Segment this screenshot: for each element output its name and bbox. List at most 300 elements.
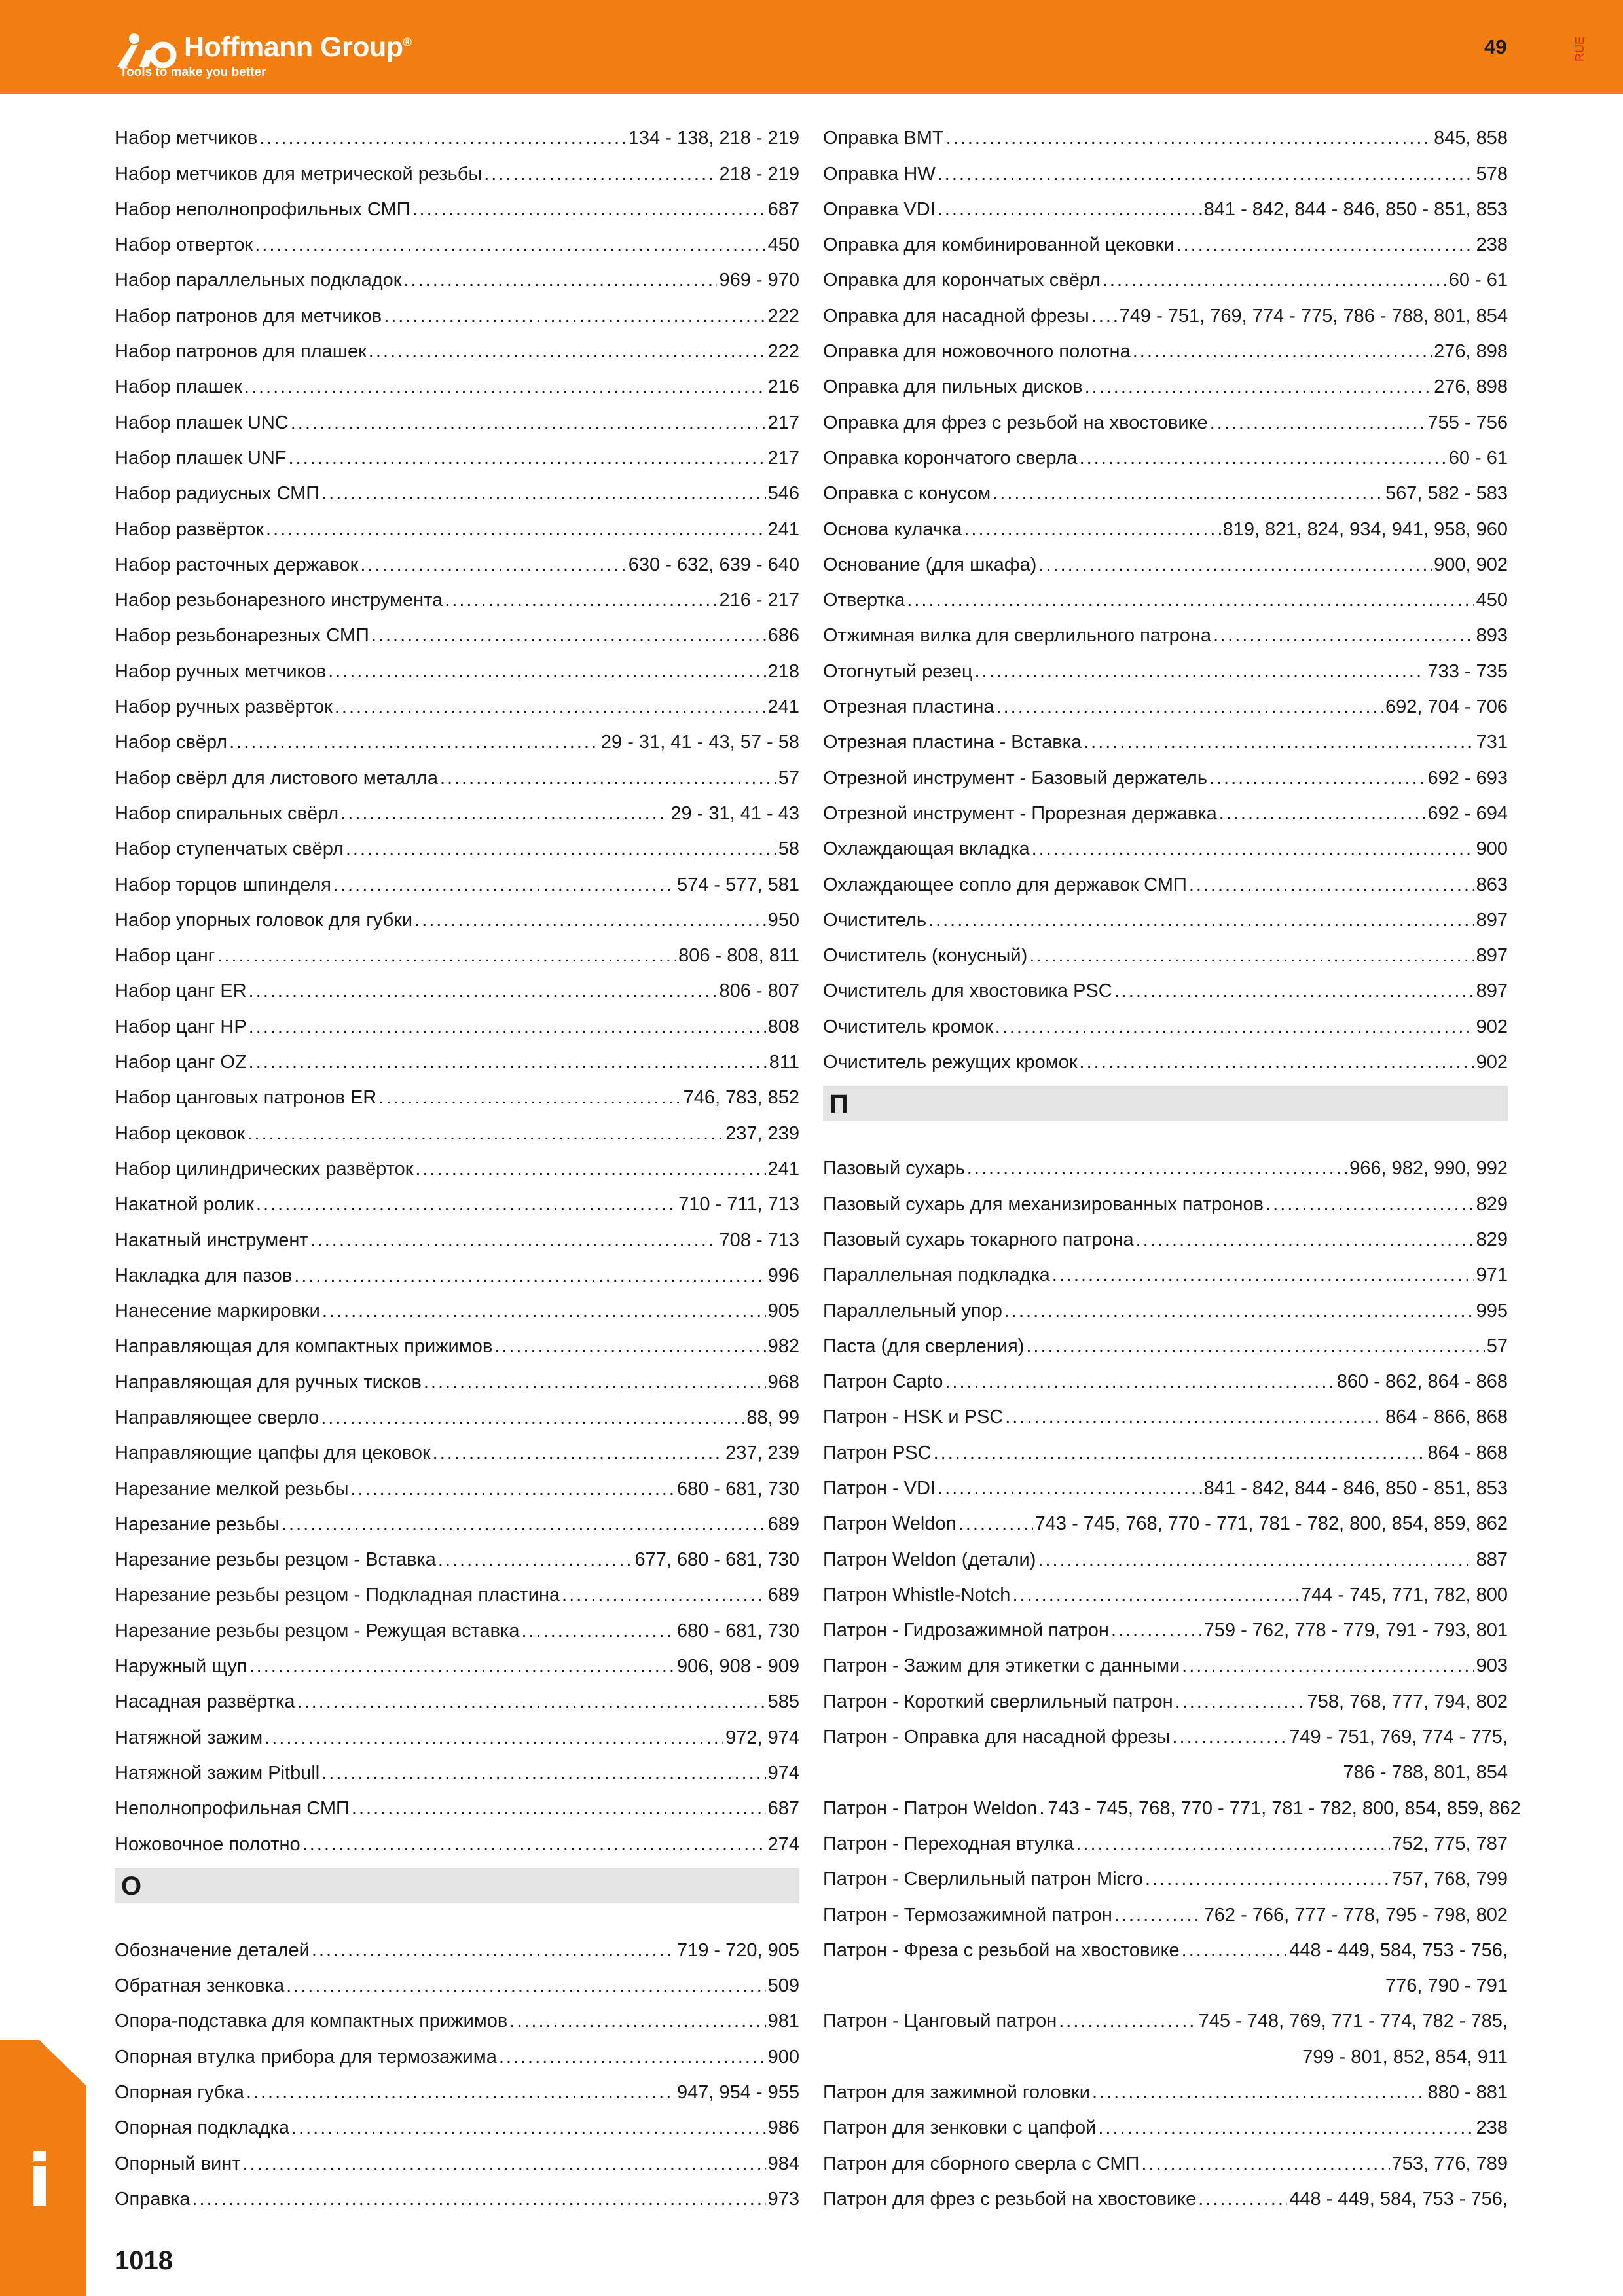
page-reference[interactable]: 237, 239	[725, 1443, 799, 1464]
page-reference[interactable]: 900	[1476, 838, 1508, 860]
dot-leader	[1210, 411, 1426, 435]
index-term: Набор торцов шпинделя	[115, 874, 331, 895]
dot-leader	[246, 2081, 675, 2104]
index-term: Патрон Whistle-Notch	[823, 1584, 1011, 1605]
index-entry[interactable]	[823, 505, 1508, 541]
index-term: Набор цилиндрических развёрток	[115, 1158, 414, 1179]
page-reference[interactable]: 902	[1476, 1052, 1508, 1073]
index-entry[interactable]	[115, 1749, 799, 1785]
page-reference[interactable]: 686	[767, 625, 799, 647]
index-entry[interactable]	[823, 719, 1508, 754]
index-entry[interactable]	[823, 861, 1508, 896]
index-entry[interactable]	[823, 292, 1508, 327]
page-reference[interactable]: 897	[1476, 980, 1508, 1002]
page-reference[interactable]: 237, 239	[725, 1122, 799, 1144]
dot-leader	[1141, 2152, 1389, 2176]
index-term: Набор радиусных СМП	[115, 483, 320, 505]
page-reference[interactable]: 893	[1476, 625, 1508, 647]
page-reference[interactable]: 680 - 681, 730	[676, 1620, 799, 1641]
dot-leader	[995, 1015, 1474, 1039]
page-reference[interactable]: 903	[1476, 1655, 1508, 1677]
index-entry[interactable]	[823, 399, 1508, 434]
page-reference[interactable]: 58	[778, 838, 799, 860]
index-entry[interactable]	[115, 328, 799, 363]
page-reference[interactable]: 905	[767, 1300, 799, 1322]
index-entry[interactable]	[115, 1358, 799, 1393]
page-reference[interactable]: 986	[767, 2117, 799, 2139]
page-reference[interactable]: 274	[767, 1833, 799, 1855]
page-reference[interactable]: 29 - 31, 41 - 43, 57 - 58	[600, 732, 799, 753]
page-reference[interactable]: 710 - 711, 713	[678, 1194, 799, 1215]
index-entry[interactable]	[115, 1678, 799, 1713]
index-term: Отвертка	[823, 590, 905, 611]
index-entry[interactable]	[115, 897, 799, 932]
index-entry-continuation	[823, 2033, 1508, 2068]
dot-leader	[249, 979, 718, 1003]
page-reference[interactable]: 971	[1476, 1265, 1508, 1286]
page-reference[interactable]: 799 - 801, 852, 854, 911	[1302, 2046, 1508, 2068]
index-entry[interactable]	[115, 399, 799, 434]
page-reference[interactable]: 450	[1476, 590, 1508, 611]
page-reference[interactable]: 749 - 751, 769, 774 - 775, 786 - 788, 801, 854	[1119, 305, 1508, 327]
index-term: Набор плашек UNC	[115, 412, 289, 433]
index-entry[interactable]	[115, 2033, 799, 2068]
page-reference[interactable]: 746, 783, 852	[683, 1087, 799, 1109]
page-reference[interactable]: 692 - 693	[1427, 767, 1508, 789]
page-reference[interactable]: 887	[1476, 1549, 1508, 1570]
page-reference[interactable]: 863	[1476, 874, 1508, 895]
page-reference[interactable]: 509	[767, 1975, 799, 1997]
index-entry[interactable]	[115, 1713, 799, 1749]
page-reference[interactable]: 238	[1476, 234, 1508, 256]
page-reference[interactable]: 864 - 866, 868	[1385, 1407, 1508, 1428]
index-term: Ножовочное полотно	[115, 1833, 301, 1855]
page-reference[interactable]: 692 - 694	[1427, 802, 1508, 824]
page-reference[interactable]: 217	[767, 412, 799, 433]
index-entry[interactable]	[115, 2176, 799, 2211]
index-entry[interactable]	[115, 1998, 799, 2033]
index-entry[interactable]	[115, 1109, 799, 1145]
index-entry[interactable]	[823, 2176, 1508, 2211]
page-reference[interactable]: 897	[1476, 909, 1508, 931]
index-entry[interactable]	[115, 719, 799, 754]
index-term: Набор метчиков	[115, 128, 258, 149]
page-reference[interactable]: 762 - 766, 777 - 778, 795 - 798, 802	[1203, 1904, 1508, 1926]
index-entry[interactable]	[823, 257, 1508, 292]
index-entry[interactable]	[115, 1003, 799, 1038]
index-entry[interactable]	[823, 1927, 1508, 1962]
page-reference[interactable]: 972, 974	[725, 1727, 799, 1748]
index-entry[interactable]	[115, 2069, 799, 2104]
index-entry[interactable]	[823, 1891, 1508, 1926]
index-entry[interactable]	[115, 967, 799, 1003]
dot-leader	[217, 944, 676, 967]
dot-leader	[907, 588, 1474, 612]
index-entry[interactable]	[823, 683, 1508, 719]
page-reference[interactable]: 808	[767, 1016, 799, 1037]
index-entry[interactable]	[115, 1429, 799, 1465]
dot-leader	[938, 198, 1202, 221]
dot-leader	[964, 518, 1220, 541]
index-entry[interactable]	[115, 1216, 799, 1251]
index-term: Опора-подставка для компактных прижимов	[115, 2011, 508, 2032]
page-reference[interactable]: 218 - 219	[719, 163, 799, 185]
index-entry[interactable]	[823, 2140, 1508, 2175]
index-entry[interactable]	[115, 577, 799, 612]
page-reference[interactable]: 708 - 713	[719, 1229, 799, 1251]
page-reference[interactable]: 786 - 788, 801, 854	[1343, 1762, 1508, 1784]
index-entry[interactable]	[115, 932, 799, 967]
index-term: Набор упорных головок для губки	[115, 909, 413, 931]
index-term: Набор ручных развёрток	[115, 696, 333, 718]
index-entry[interactable]	[823, 754, 1508, 789]
dot-leader	[1084, 730, 1474, 754]
index-entry[interactable]	[823, 1607, 1508, 1642]
index-entry[interactable]	[115, 435, 799, 470]
page-reference[interactable]: 984	[767, 2153, 799, 2174]
index-term: Отрезная пластина - Вставка	[823, 732, 1082, 753]
index-entry[interactable]	[115, 505, 799, 541]
page-reference[interactable]: 841 - 842, 844 - 846, 850 - 851, 853	[1203, 198, 1508, 220]
index-entry[interactable]	[823, 1677, 1508, 1713]
index-entry[interactable]	[823, 221, 1508, 257]
index-term: Оправка для насадной фрезы	[823, 305, 1089, 327]
page-reference[interactable]: 819, 821, 824, 934, 941, 958, 960	[1222, 518, 1508, 540]
index-term: Оправка для комбинированной цековки	[823, 234, 1175, 256]
index-term: Оправка корончатого сверла	[823, 447, 1078, 469]
index-entry[interactable]	[823, 1571, 1508, 1607]
index-entry[interactable]	[823, 470, 1508, 505]
index-entry[interactable]	[823, 897, 1508, 932]
index-entry[interactable]	[115, 363, 799, 399]
page-reference[interactable]: 880 - 881	[1427, 2082, 1508, 2104]
page-reference[interactable]: 969 - 970	[719, 270, 799, 291]
page-reference[interactable]: 758, 768, 777, 794, 802	[1307, 1691, 1508, 1712]
index-entry[interactable]	[115, 470, 799, 505]
dot-leader	[249, 1655, 675, 1678]
index-entry[interactable]	[823, 1856, 1508, 1891]
page-reference[interactable]: 276, 898	[1434, 341, 1508, 363]
page-reference[interactable]: 752, 775, 787	[1391, 1833, 1508, 1854]
index-entry[interactable]	[115, 2140, 799, 2175]
index-entry[interactable]	[823, 1358, 1508, 1393]
index-term: Основа кулачка	[823, 518, 962, 540]
dot-leader	[302, 1833, 766, 1856]
index-entry[interactable]	[115, 1394, 799, 1429]
page-reference[interactable]: 585	[767, 1691, 799, 1713]
page-reference[interactable]: 906, 908 - 909	[676, 1656, 799, 1677]
page-reference[interactable]: 996	[767, 1265, 799, 1286]
page-reference[interactable]: 57	[1486, 1335, 1508, 1357]
index-entry[interactable]	[115, 1571, 799, 1607]
index-entry[interactable]	[115, 790, 799, 825]
page-reference[interactable]: 222	[767, 341, 799, 363]
page-reference[interactable]: 578	[1476, 163, 1508, 185]
index-entry[interactable]	[115, 1287, 799, 1323]
index-entry[interactable]	[823, 612, 1508, 647]
page-reference[interactable]: 995	[1476, 1300, 1508, 1321]
index-entry[interactable]	[823, 647, 1508, 683]
index-entry[interactable]	[115, 1074, 799, 1109]
dot-leader	[371, 624, 766, 647]
index-term: Накладка для пазов	[115, 1265, 293, 1286]
index-entry[interactable]	[823, 1500, 1508, 1535]
page-reference[interactable]: 947, 954 - 955	[676, 2082, 799, 2104]
index-term: Патрон Weldon (детали)	[823, 1549, 1036, 1570]
index-entry[interactable]	[115, 683, 799, 719]
index-entry[interactable]	[823, 932, 1508, 967]
page-reference[interactable]: 806 - 807	[719, 980, 799, 1002]
dot-leader	[1266, 1193, 1474, 1216]
index-term: Паста (для сверления)	[823, 1335, 1025, 1357]
page-reference[interactable]: 845, 858	[1434, 128, 1508, 149]
index-entry[interactable]	[115, 541, 799, 577]
index-entry[interactable]	[823, 577, 1508, 612]
index-entry[interactable]	[823, 1820, 1508, 1856]
page-reference[interactable]: 88, 99	[746, 1407, 799, 1428]
page-reference[interactable]: 448 - 449, 584, 753 - 756,	[1289, 2188, 1508, 2210]
brand-name: Hoffmann Group®	[184, 31, 412, 63]
dot-leader	[249, 1015, 766, 1039]
page-reference[interactable]: 811	[769, 1052, 799, 1073]
language-code: RUE	[1573, 37, 1586, 62]
page-reference[interactable]: 241	[767, 518, 799, 540]
index-entry[interactable]	[115, 1785, 799, 1820]
dot-leader	[1213, 624, 1474, 647]
index-term: Нарезание резьбы	[115, 1513, 280, 1535]
index-entry[interactable]	[823, 1642, 1508, 1677]
index-entry[interactable]	[115, 1962, 799, 1998]
page-reference[interactable]: 757, 768, 799	[1391, 1869, 1508, 1890]
index-term: Оправка HW	[823, 163, 936, 185]
index-entry[interactable]	[823, 967, 1508, 1003]
section-header-p	[823, 1086, 1508, 1121]
index-entry[interactable]	[823, 825, 1508, 861]
page-reference[interactable]: 759 - 762, 778 - 779, 791 - 793, 801	[1203, 1620, 1508, 1641]
dot-leader	[1085, 375, 1432, 399]
dot-leader	[1189, 873, 1474, 897]
index-entry[interactable]	[115, 1181, 799, 1216]
page-reference[interactable]: 57	[778, 767, 799, 789]
index-entry[interactable]	[115, 150, 799, 185]
index-term: Набор ступенчатых свёрл	[115, 838, 344, 860]
page-reference[interactable]: 218	[767, 660, 799, 682]
index-entry[interactable]	[115, 2104, 799, 2140]
page-reference[interactable]: 829	[1476, 1229, 1508, 1250]
index-entry[interactable]	[823, 541, 1508, 577]
index-entry[interactable]	[115, 1145, 799, 1181]
page-reference[interactable]: 448 - 449, 584, 753 - 756,	[1289, 1939, 1508, 1961]
page-reference[interactable]: 687	[767, 1798, 799, 1820]
index-entry[interactable]	[823, 1216, 1508, 1251]
page-reference[interactable]: 981	[767, 2011, 799, 2032]
dot-leader	[352, 1797, 766, 1820]
index-term: Набор резьбонарезного инструмента	[115, 590, 443, 611]
page-reference[interactable]: 216 - 217	[719, 590, 799, 611]
index-entry[interactable]	[115, 1252, 799, 1287]
index-entry[interactable]	[115, 1820, 799, 1856]
index-entry[interactable]	[115, 1927, 799, 1962]
index-entry[interactable]	[823, 2104, 1508, 2140]
page-reference[interactable]: 630 - 632, 639 - 640	[628, 554, 799, 575]
page-reference[interactable]: 829	[1476, 1193, 1508, 1215]
index-entry[interactable]	[823, 1998, 1508, 2033]
page-reference[interactable]: 687	[767, 198, 799, 220]
index-term: Оправка для пильных дисков	[823, 376, 1083, 398]
page-reference[interactable]: 745 - 748, 769, 771 - 774, 782 - 785,	[1198, 2011, 1508, 2032]
page-reference[interactable]: 276, 898	[1434, 376, 1508, 398]
page-reference[interactable]: 755 - 756	[1427, 412, 1508, 433]
page-reference[interactable]: 241	[767, 696, 799, 718]
index-entry[interactable]	[823, 1535, 1508, 1571]
dot-leader	[974, 660, 1425, 683]
page-reference[interactable]: 238	[1476, 2117, 1508, 2139]
dot-leader	[993, 482, 1383, 505]
index-entry[interactable]	[823, 1323, 1508, 1358]
index-entry[interactable]	[823, 1429, 1508, 1464]
index-entry[interactable]	[823, 328, 1508, 363]
index-entry[interactable]	[823, 150, 1508, 185]
index-entry[interactable]	[115, 1643, 799, 1678]
page-reference[interactable]: 860 - 862, 864 - 868	[1336, 1371, 1508, 1393]
index-entry[interactable]	[115, 115, 799, 150]
page-reference[interactable]: 973	[767, 2188, 799, 2210]
page-reference[interactable]: 217	[767, 447, 799, 469]
index-entry[interactable]	[823, 1465, 1508, 1500]
page-reference[interactable]: 60 - 61	[1448, 447, 1508, 469]
index-term: Набор ручных метчиков	[115, 660, 327, 682]
index-entry[interactable]	[823, 790, 1508, 825]
index-entry[interactable]	[115, 754, 799, 789]
dot-leader	[1080, 1050, 1474, 1074]
index-term: Оправка BMT	[823, 128, 944, 149]
index-entry[interactable]	[115, 1039, 799, 1074]
page-reference[interactable]: 216	[767, 376, 799, 398]
page-reference[interactable]: 134 - 138, 218 - 219	[628, 128, 799, 149]
page-reference[interactable]: 241	[767, 1158, 799, 1179]
header-page-number: 49	[1484, 35, 1507, 58]
index-entry[interactable]	[823, 1713, 1508, 1749]
index-entry[interactable]	[823, 2069, 1508, 2104]
index-term: Направляющие цапфы для цековок	[115, 1443, 431, 1464]
page-reference[interactable]: 982	[767, 1336, 799, 1357]
page-reference[interactable]: 900	[767, 2046, 799, 2068]
page-reference[interactable]: 29 - 31, 41 - 43	[670, 802, 799, 824]
index-entry[interactable]	[823, 1393, 1508, 1429]
index-entry[interactable]	[115, 186, 799, 221]
page-reference[interactable]: 692, 704 - 706	[1385, 696, 1508, 718]
page-reference[interactable]: 719 - 720, 905	[676, 1939, 799, 1961]
index-entry[interactable]	[115, 1465, 799, 1500]
index-entry[interactable]	[823, 1287, 1508, 1322]
page-reference[interactable]: 450	[767, 234, 799, 256]
index-entry[interactable]	[115, 612, 799, 647]
page-reference[interactable]: 806 - 808, 811	[678, 945, 799, 967]
page-reference[interactable]: 966, 982, 990, 992	[1349, 1158, 1508, 1179]
page-reference[interactable]: 574 - 577, 581	[676, 874, 799, 895]
page-reference[interactable]: 864 - 868	[1427, 1442, 1508, 1463]
page-reference[interactable]: 677, 680 - 681, 730	[634, 1549, 799, 1571]
page-reference[interactable]: 743 - 745, 768, 770 - 771, 781 - 782, 800, 854, 859, 862	[1034, 1513, 1508, 1535]
index-entry[interactable]	[115, 1323, 799, 1358]
index-entry[interactable]	[823, 1145, 1508, 1180]
index-entry[interactable]	[115, 647, 799, 683]
page-reference[interactable]: 974	[767, 1762, 799, 1784]
index-entry[interactable]	[823, 115, 1508, 150]
page-reference[interactable]: 733 - 735	[1427, 660, 1508, 682]
dot-leader	[414, 908, 765, 932]
page-reference[interactable]: 60 - 61	[1448, 270, 1508, 291]
page-reference[interactable]: 968	[767, 1371, 799, 1393]
dot-leader	[1038, 1548, 1474, 1571]
index-list-o	[115, 1927, 799, 2211]
index-entry[interactable]	[115, 1607, 799, 1642]
index-term: Оправка для ножовочного полотна	[823, 341, 1131, 363]
index-list-p	[823, 1145, 1521, 2211]
index-entry[interactable]	[115, 861, 799, 896]
page-reference[interactable]: 546	[767, 483, 799, 505]
index-entry[interactable]	[115, 221, 799, 257]
index-entry[interactable]	[823, 186, 1508, 221]
index-entry[interactable]	[823, 1784, 1521, 1820]
index-entry[interactable]	[115, 1501, 799, 1536]
page-reference[interactable]: 689	[767, 1585, 799, 1606]
page-reference[interactable]: 680 - 681, 730	[676, 1478, 799, 1499]
dot-leader	[1026, 1335, 1484, 1358]
dot-leader	[321, 1761, 765, 1785]
index-entry[interactable]	[115, 257, 799, 292]
index-term: Обратная зенковка	[115, 1975, 285, 1997]
page-reference[interactable]: 744 - 745, 771, 782, 800	[1300, 1584, 1508, 1605]
page-reference[interactable]: 841 - 842, 844 - 846, 850 - 851, 853	[1203, 1477, 1508, 1499]
dot-leader	[291, 411, 766, 435]
index-entry[interactable]	[823, 1251, 1508, 1287]
dot-leader	[433, 1441, 723, 1465]
page-reference[interactable]: 567, 582 - 583	[1385, 483, 1508, 505]
index-entry[interactable]	[823, 1180, 1508, 1215]
page-reference[interactable]: 900, 902	[1434, 554, 1508, 575]
index-entry[interactable]	[115, 292, 799, 327]
index-term: Отогнутый резец	[823, 660, 973, 682]
index-entry[interactable]	[115, 825, 799, 861]
dot-leader	[244, 375, 766, 399]
page-reference[interactable]: 950	[767, 909, 799, 931]
page-reference[interactable]: 902	[1476, 1016, 1508, 1037]
page-reference[interactable]: 749 - 751, 769, 774 - 775,	[1289, 1727, 1508, 1748]
index-entry[interactable]	[823, 363, 1508, 399]
dot-leader	[340, 802, 668, 825]
index-term: Набор свёрл для листового металла	[115, 767, 438, 789]
index-term: Натяжной зажим Pitbull	[115, 1762, 320, 1784]
page-reference[interactable]: 689	[767, 1513, 799, 1535]
dot-leader	[967, 1157, 1347, 1180]
index-entry[interactable]	[823, 1003, 1508, 1038]
index-term: Патрон - Оправка для насадной фрезы	[823, 1727, 1171, 1748]
page-reference[interactable]: 222	[767, 305, 799, 327]
index-term: Патрон PSC	[823, 1442, 932, 1463]
page-reference[interactable]: 753, 776, 789	[1391, 2153, 1508, 2174]
page-reference[interactable]: 743 - 745, 768, 770 - 771, 781 - 782, 800, 854, 859, 862	[1048, 1797, 1521, 1819]
page-reference[interactable]: 731	[1476, 732, 1508, 753]
index-term: Патрон - Сверлильный патрон Micro	[823, 1869, 1143, 1890]
index-entry[interactable]	[823, 435, 1508, 470]
page-reference[interactable]: 897	[1476, 945, 1508, 967]
page-reference[interactable]: 776, 790 - 791	[1385, 1975, 1508, 1997]
index-entry[interactable]	[823, 1039, 1508, 1074]
dot-leader	[229, 730, 599, 754]
index-entry[interactable]	[115, 1536, 799, 1571]
index-term: Патрон Weldon	[823, 1513, 957, 1535]
